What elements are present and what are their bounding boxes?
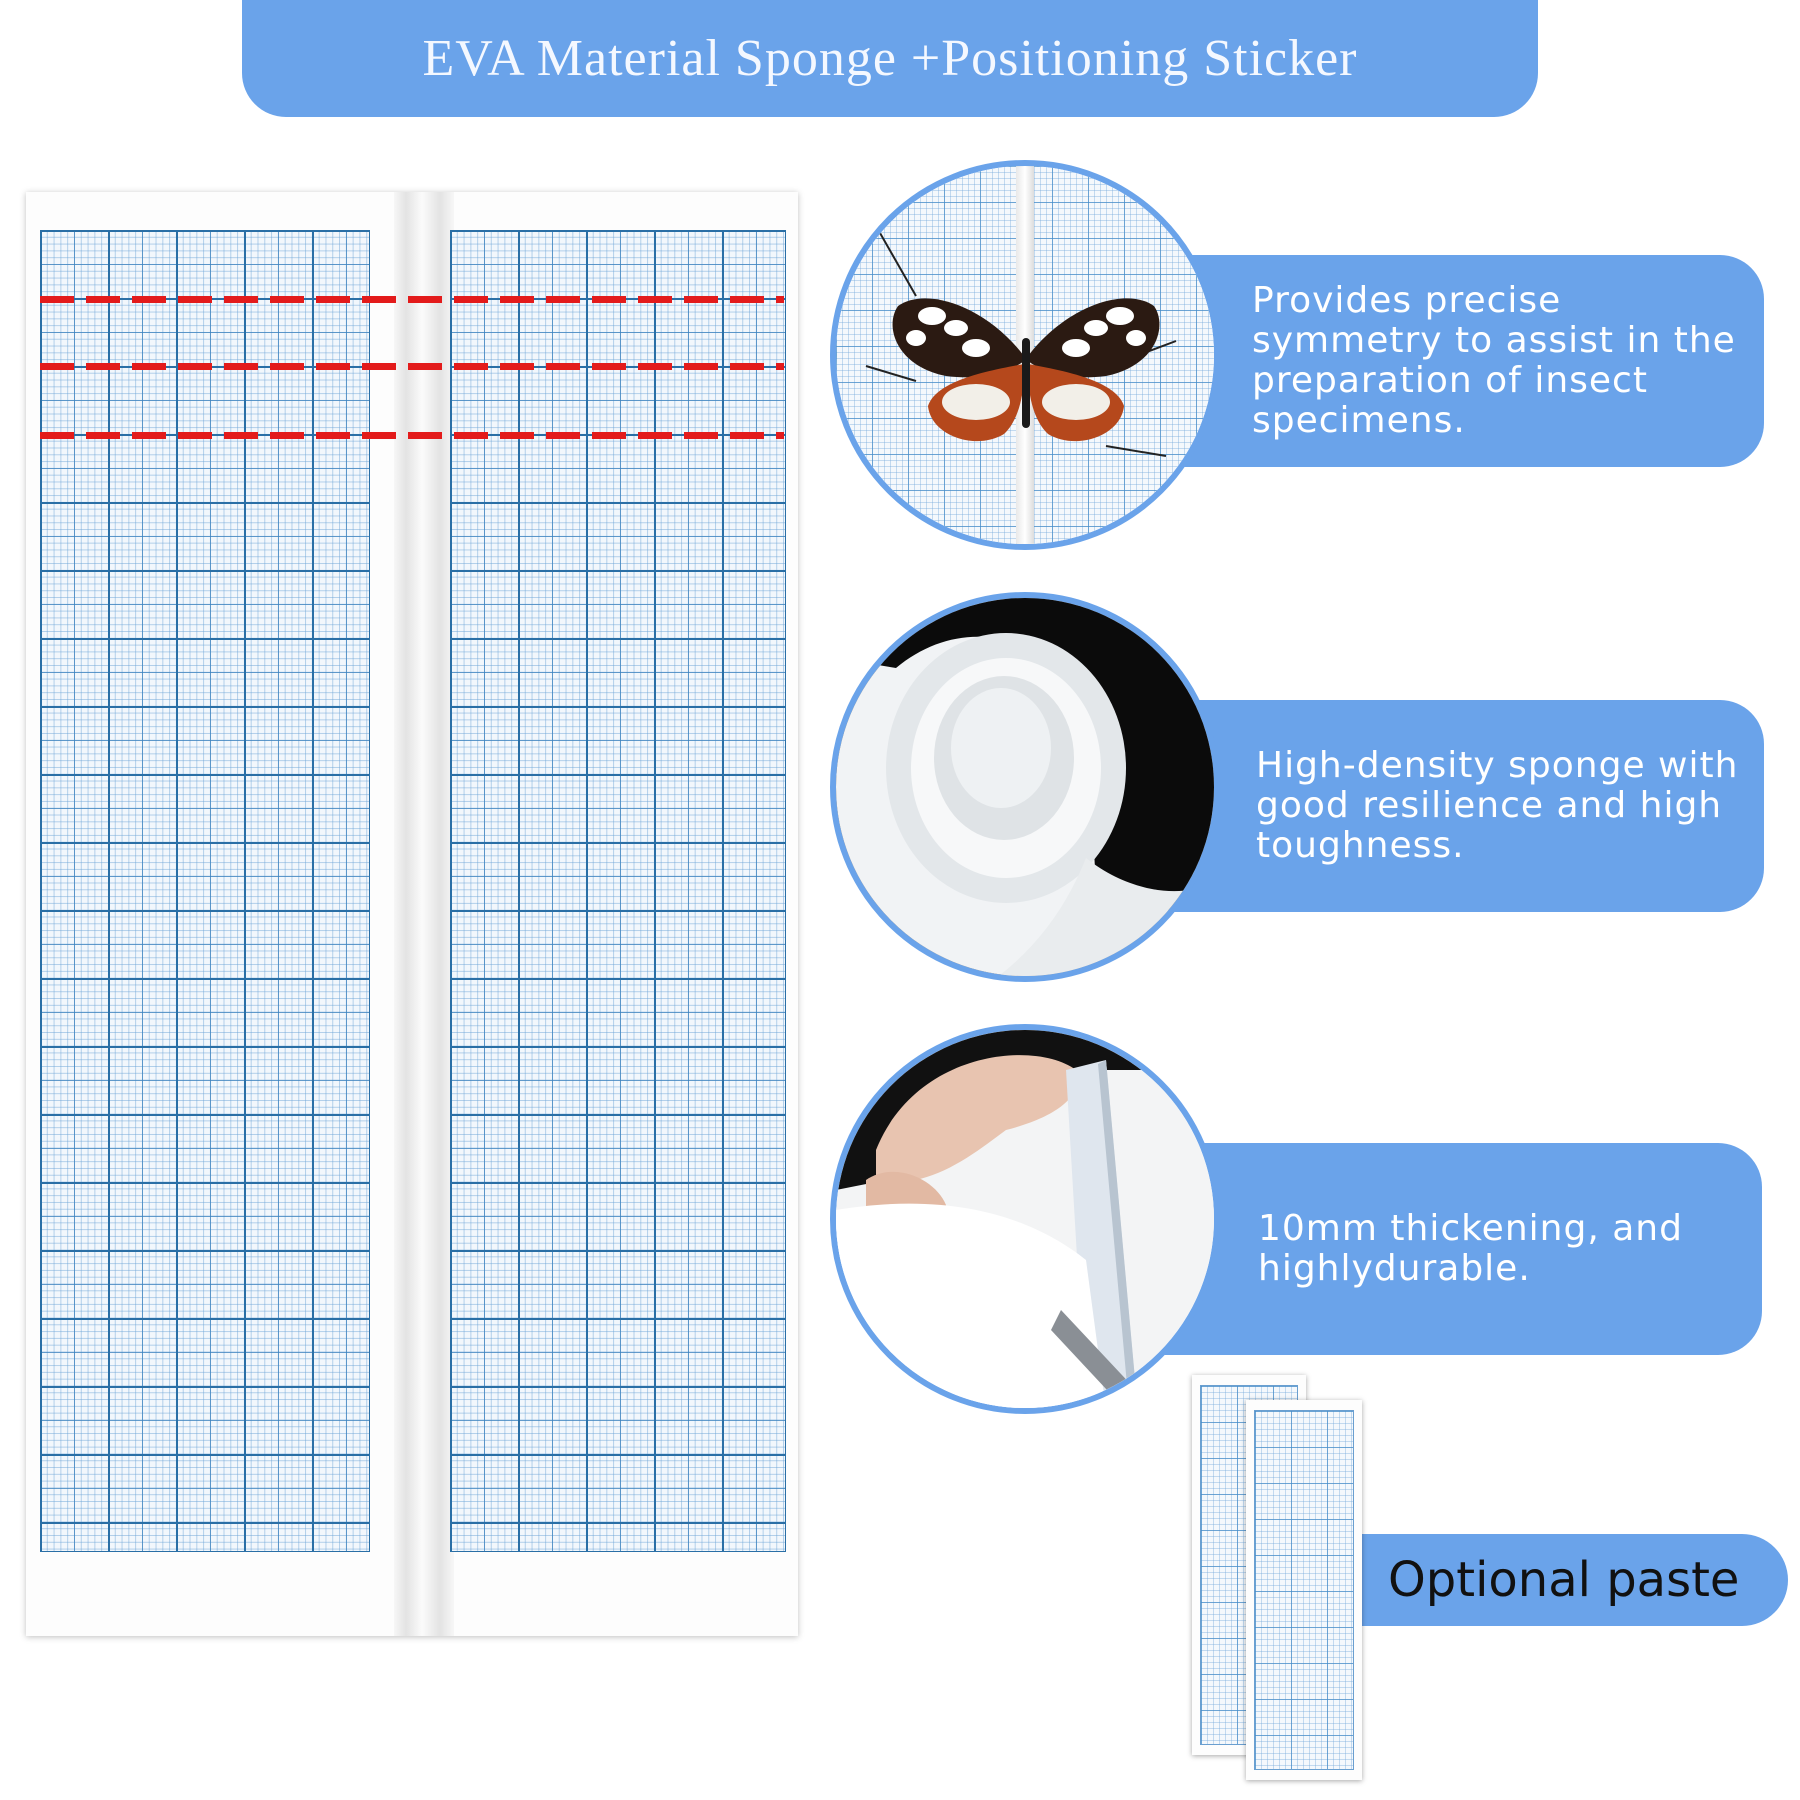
foam-roll-icon (836, 598, 1216, 978)
sticker-sheet-front (1246, 1400, 1362, 1780)
feature-thickness-card (1150, 1143, 1762, 1355)
alignment-guide-line (40, 296, 784, 303)
grid-panel-right (450, 230, 786, 1552)
alignment-guide-line (40, 363, 784, 370)
feature-sponge-text: High-density sponge with good resilience and high toughness. (1256, 745, 1739, 866)
cutting-foam-sheet-image (830, 1024, 1220, 1414)
rolled-foam-sponge-image (830, 592, 1220, 982)
spreading-board-image (26, 192, 798, 1636)
feature-thickness-text: 10mm thickening, and highlydurable. (1258, 1208, 1683, 1289)
page-title: EVA Material Sponge +Positioning Sticker (422, 30, 1358, 87)
optional-paste-label: Optional paste (1388, 1552, 1740, 1608)
board-center-groove (394, 192, 454, 1636)
feature-symmetry-card (1150, 255, 1764, 467)
grid-panel-left (40, 230, 370, 1552)
title-banner (242, 0, 1538, 117)
feature-symmetry-text: Provides precise symmetry to assist in the preparation of insect specimens. (1252, 280, 1736, 441)
butterfly-specimen-image (830, 160, 1220, 550)
alignment-guide-line (40, 432, 784, 439)
feature-sponge-card (1150, 700, 1764, 912)
optional-paste-badge (1300, 1534, 1788, 1626)
foam-cutting-icon (836, 1030, 1216, 1410)
butterfly-icon (836, 166, 1216, 546)
